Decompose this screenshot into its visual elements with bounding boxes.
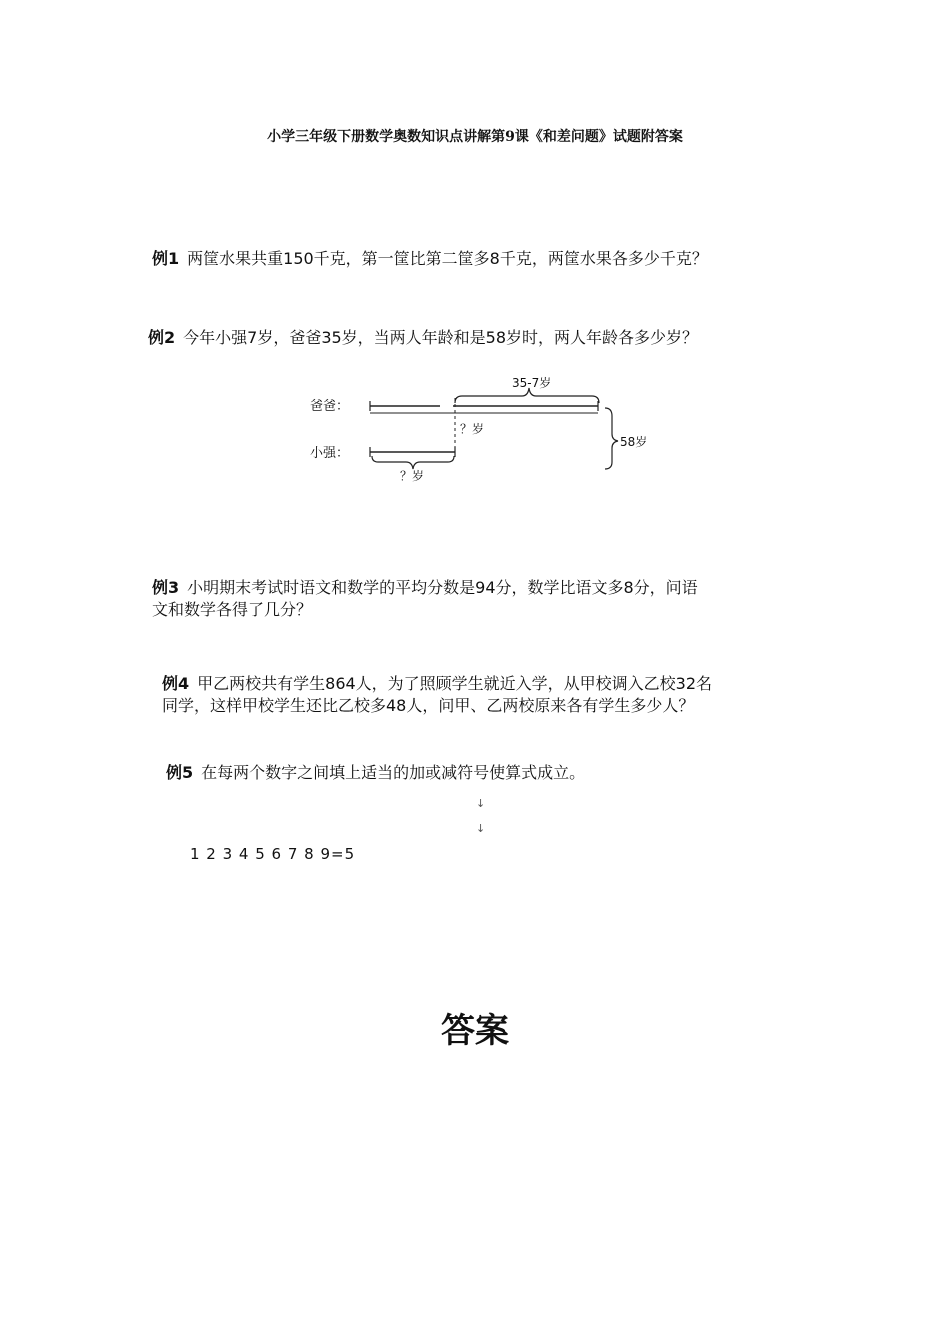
son-brace (372, 456, 454, 469)
example-label: 例1 (152, 249, 180, 268)
sum-label: 58岁 (620, 435, 648, 449)
down-arrow-icon: ↓ (476, 797, 486, 810)
example-text: 两筐水果共重150千克，第一筐比第二筐多8千克，两筐水果各多少千克？ (187, 249, 708, 268)
example-text-line1: 甲乙两校共有学生864人，为了照顾学生就近入学，从甲校调入乙校32名 (197, 674, 713, 693)
example-2 (148, 327, 698, 349)
diff-brace (455, 388, 599, 403)
diff-label: 35-7岁 (512, 376, 552, 390)
unknown-top: ？岁 (460, 422, 485, 436)
example-text-line2: 同学，这样甲校学生还比乙校多48人，问甲、乙两校原来各有学生多少人？ (162, 696, 695, 715)
unknown-bottom: ？岁 (400, 469, 425, 483)
example-text-line2: 文和数学各得了几分？ (152, 600, 313, 619)
example-4 (162, 673, 712, 717)
page-title: 小学三年级下册数学奥数知识点讲解第9课《和差问题》试题附答案 (267, 129, 683, 145)
example-1 (152, 248, 708, 270)
down-arrow-icon: ↓ (476, 822, 486, 835)
example-label: 例5 (166, 763, 194, 782)
answer-heading: 答案 (441, 1011, 509, 1051)
example-label: 例4 (162, 674, 190, 693)
example-text: 今年小强7岁，爸爸35岁，当两人年龄和是58岁时，两人年龄各多少岁？ (183, 328, 699, 347)
sum-brace (605, 408, 618, 469)
son-label: 小强： (310, 446, 350, 461)
dad-label: 爸爸： (310, 399, 350, 414)
age-diagram (300, 370, 660, 495)
example-label: 例3 (152, 578, 180, 597)
example-label: 例2 (148, 328, 176, 347)
example-5 (166, 762, 585, 784)
example-text-line1: 小明期末考试时语文和数学的平均分数是94分，数学比语文多8分，问语 (187, 578, 698, 597)
example-text: 在每两个数字之间填上适当的加或减符号使算式成立。 (201, 763, 586, 782)
example-3 (152, 577, 698, 621)
equation: 1 2 3 4 5 6 7 8 9=5 (190, 845, 356, 863)
